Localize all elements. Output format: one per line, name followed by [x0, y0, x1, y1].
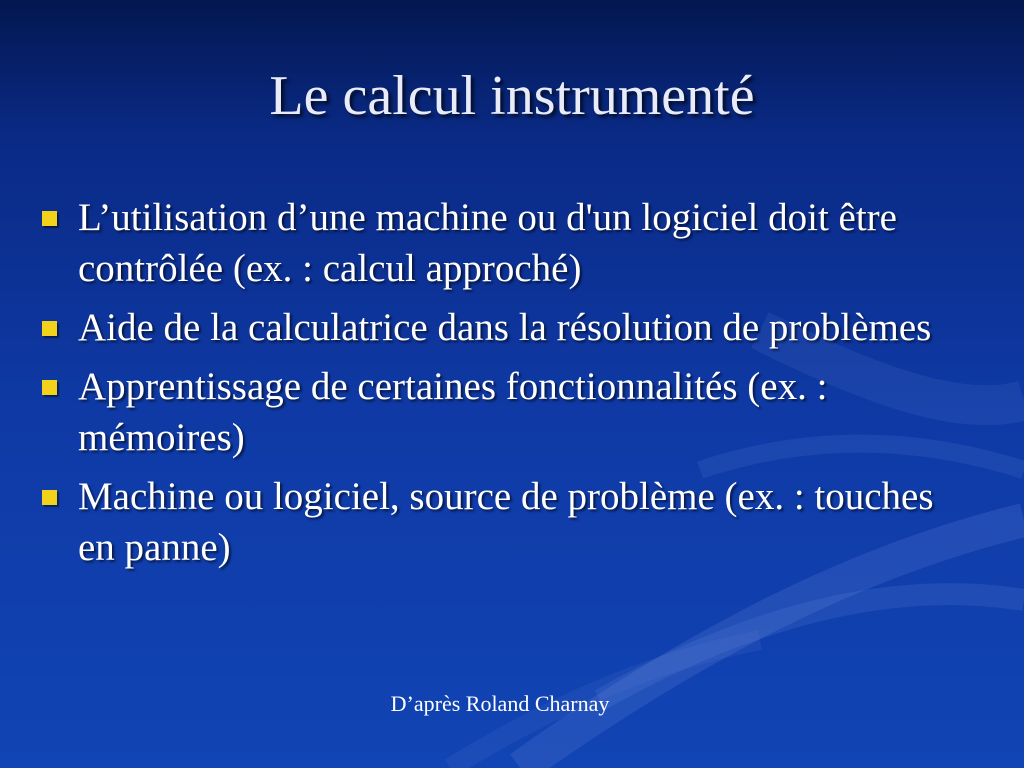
square-bullet-icon [42, 211, 57, 226]
bullet-item [40, 471, 980, 573]
bullet-text: L’utilisation d’une machine ou d'un logiciel doit être contrôlée (ex. : calcul approché) [78, 196, 897, 290]
slide-credit: D’après Roland Charnay [390, 691, 610, 716]
bullet-item [40, 302, 980, 353]
bullet-text: Aide de la calculatrice dans la résolution de problèmes [78, 306, 932, 349]
slide-title: Le calcul instrumenté [269, 65, 755, 127]
bullet-text: Machine ou logiciel, source de problème (ex. : touches en panne) [78, 475, 934, 569]
bullet-item [40, 361, 980, 463]
square-bullet-icon [42, 490, 57, 505]
bullet-text: Apprentissage de certaines fonctionnalités (ex. : mémoires) [78, 365, 828, 459]
square-bullet-icon [42, 321, 57, 336]
bullet-item [40, 192, 980, 294]
bullet-list [40, 192, 980, 581]
square-bullet-icon [42, 380, 57, 395]
